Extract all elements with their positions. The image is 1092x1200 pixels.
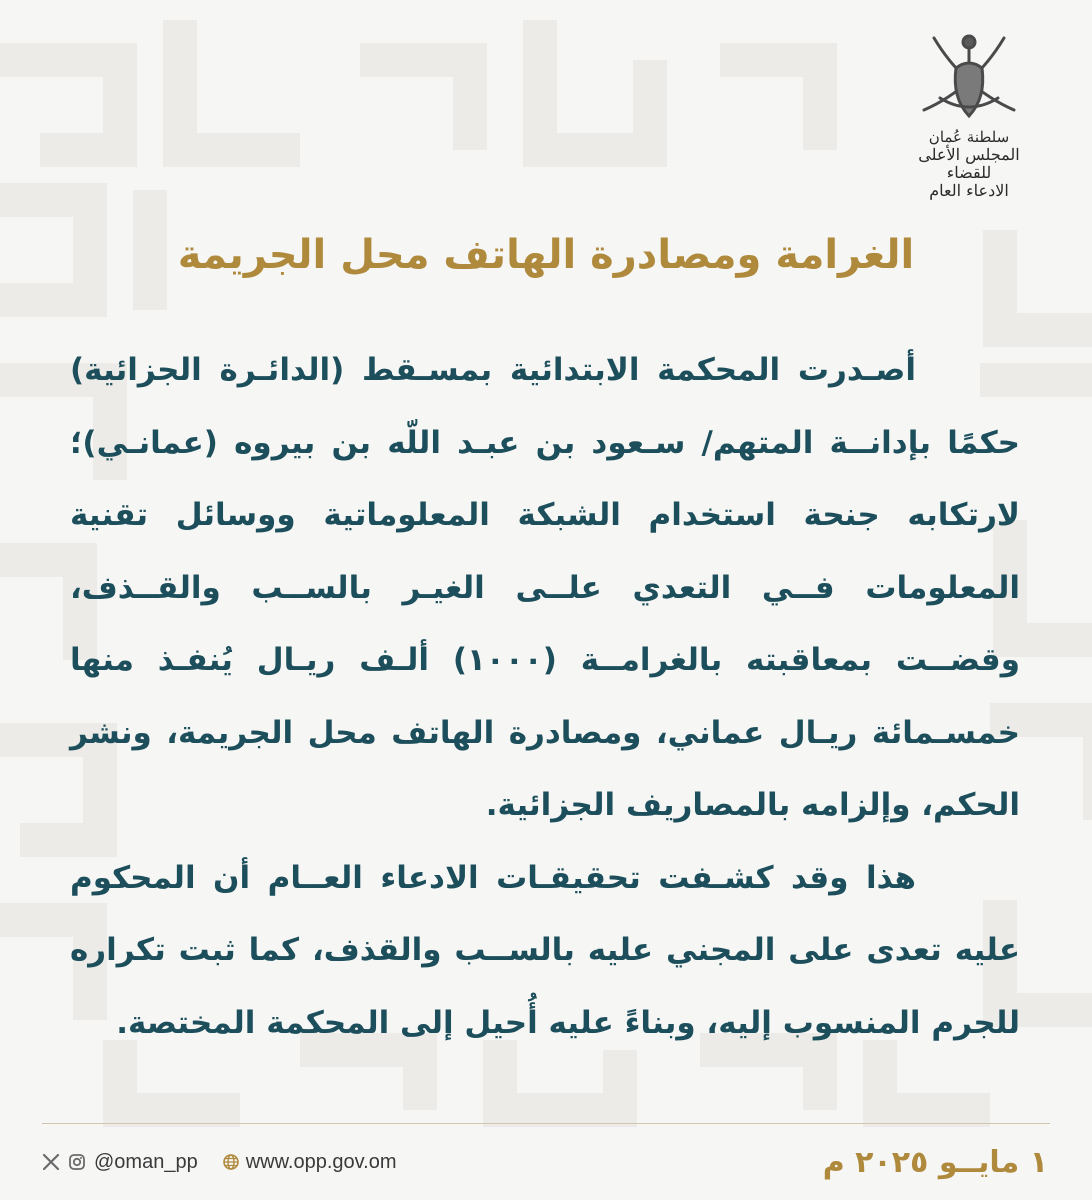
footer-divider: [42, 1123, 1050, 1124]
website: [222, 1151, 397, 1174]
logo-line-council: المجلس الأعلى للقضاء: [918, 145, 1020, 182]
website-link[interactable]: www.opp.gov.om: [245, 1150, 397, 1173]
footer: [42, 1142, 1048, 1182]
khanjar-emblem-icon: [894, 28, 1044, 128]
oman-public-prosecution-logo: [894, 28, 1044, 198]
page-title: الغرامة ومصادرة الهاتف محل الجريمة: [177, 232, 915, 278]
globe-icon: [222, 1153, 240, 1171]
logo-line-oman: سلطنة عُمان: [928, 128, 1010, 146]
social-handle-link[interactable]: @oman_pp: [94, 1150, 198, 1173]
instagram-icon[interactable]: [68, 1153, 86, 1171]
publish-date: ١ مايــو ٢٠٢٥ م: [822, 1144, 1048, 1180]
x-icon[interactable]: [42, 1153, 60, 1171]
logo-line-prosecution: الادعاء العام: [929, 181, 1009, 200]
paragraph-verdict: أصـدرت المحكمة الابتدائية بمسـقط (الدائـرة الجزائية) حكمًا بإدانــة المتهم/ سـعود بن عبـد اللّه بن بيروه (عمانـي)؛ لارتكابه جنحة استخدام الشبكة المعلوماتية ووسائل تقنية المعلومات فــي التعدي علــى الغيـر بالســب والقــذف، وقضــت بمعاقبته بالغرامــة (١٠٠٠) ألـف ريـال يُنفـذ منها خمسـمائة ريـال عماني، ومصادرة الهاتف محل الجريمة، ونشر الحكم، وإلزامه بالمصاريف الجزائية.: [70, 352, 1020, 823]
paragraph-investigation: هذا وقد كشـفت تحقيقـات الادعاء العــام أن المحكوم عليه تعدى على المجني عليه بالســب والقذف، كما ثبت تكراره للجرم المنسوب إليه، وبناءً عليه أُحيل إلى المحكمة المختصة.: [70, 859, 1020, 1041]
social-links: [42, 1151, 198, 1174]
article-body: [70, 334, 1020, 1059]
footer-contacts: [42, 1151, 397, 1174]
